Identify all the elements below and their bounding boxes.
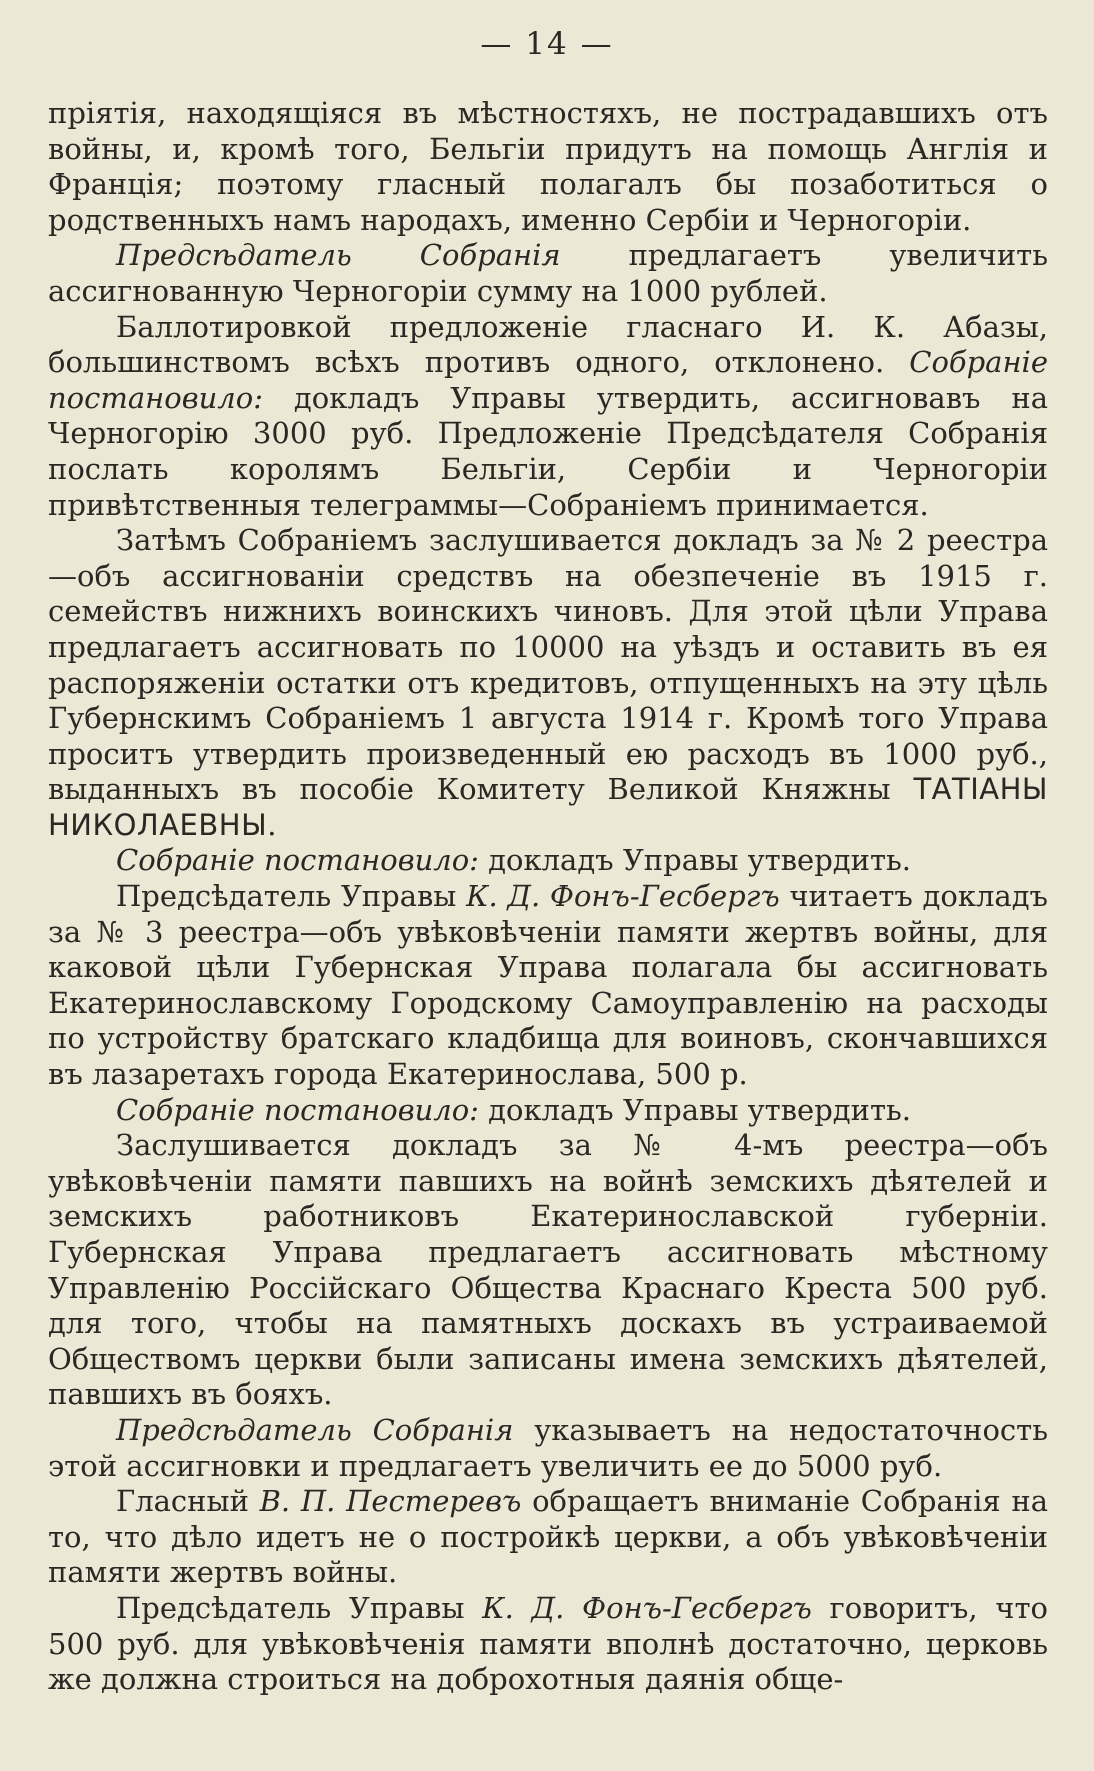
page-number: — 14 — bbox=[480, 26, 614, 62]
paragraph-text: Заслушивается докладъ за № 4-мъ реестра—объ увѣковѣченіи памяти павшихъ на войнѣ земскихъ дѣятелей и земскихъ работниковъ Екатеринославской губерніи. Губернская Управа предлагаетъ ассигновать мѣстному Управленію Россійскаго Общества Краснаго Креста 500 руб. для того, чтобы на памятныхъ доскахъ въ устраиваемой Обществомъ церкви были записаны имена земскихъ дѣятелей, павшихъ въ бояхъ. bbox=[48, 1128, 1048, 1412]
paragraph bbox=[48, 1093, 1048, 1129]
paragraph-text: предлагаетъ увеличить ассигнованную Черногоріи сумму на 1000 рублей. bbox=[48, 238, 1048, 308]
paragraph bbox=[48, 310, 1048, 524]
paragraph bbox=[48, 1128, 1048, 1413]
body-text bbox=[48, 96, 1048, 1698]
paragraph bbox=[48, 523, 1048, 843]
paragraph-text: говоритъ, что 500 руб. для увѣковѣченія памяти вполнѣ достаточно, церковь же должна строиться на доброхотныя даянія обще- bbox=[48, 1590, 1048, 1697]
resolution-label: Собраніе постановило: bbox=[48, 345, 1048, 415]
speaker-name: Предсѣдатель Собранія bbox=[116, 238, 561, 273]
paragraph bbox=[48, 1484, 1048, 1591]
paragraph-text: докладъ Управы утвердить. bbox=[478, 1092, 912, 1127]
paragraph-text: Затѣмъ Собраніемъ заслушивается докладъ за № 2 реестра—объ ассигнованіи средствъ на обезпеченіе въ 1915 г. семействъ нижнихъ воинскихъ чиновъ. Для этой цѣли Управа предлагаетъ ассигновать по 10000 на уѣздъ и оставить въ ея распоряженіи остатки отъ кредитовъ, отпущенныхъ на эту цѣль Губернскимъ Собраніемъ 1 августа 1914 г. Кромѣ того Управа проситъ утвердить произведенный ею расходъ въ 1000 руб., выданныхъ въ пособіе Комитету Великой Княжны bbox=[48, 523, 1048, 807]
paragraph-text: Гласный bbox=[116, 1484, 260, 1519]
paragraph-text: пріятія, находящіяся въ мѣстностяхъ, не пострадавшихъ отъ войны, и, кромѣ того, Бельгіи придутъ на помощь Англія и Франція; поэтому гласный полагалъ бы позаботиться о родственныхъ намъ народахъ, именно Сербіи и Черногоріи. bbox=[48, 96, 1048, 237]
paragraph bbox=[48, 1413, 1048, 1484]
paragraph bbox=[48, 238, 1048, 309]
paragraph-text: докладъ Управы утвердить, ассигновавъ на Черногорію 3000 руб. Предложеніе Предсѣдателя Собранія послать королямъ Бельгіи, Сербіи и Черногоріи привѣтственныя телеграммы—Собраніемъ принимается. bbox=[48, 380, 1048, 522]
resolution-label: Собраніе постановило: bbox=[116, 843, 479, 878]
paragraph-text: обращаетъ вниманіе Собранія на то, что дѣло идетъ не о постройкѣ церкви, а объ увѣковѣченіи памяти жертвъ войны. bbox=[48, 1484, 1048, 1590]
speaker-name: Предсѣдатель Собранія bbox=[116, 1412, 514, 1447]
paragraph bbox=[48, 96, 1048, 238]
speaker-name: В. П. Пестеревъ bbox=[259, 1484, 522, 1519]
paragraph bbox=[48, 843, 1048, 879]
paragraph-text: указываетъ на недостаточность этой ассигновки и предлагаетъ увеличить ее до 5000 руб. bbox=[48, 1412, 1049, 1483]
paragraph-text: читаетъ докладъ за № 3 реестра—объ увѣковѣченіи памяти жертвъ войны, для каковой цѣли Губернская Управа полагала бы ассигновать Екатеринославскому Городскому Самоуправленію на расходы по устройству братскаго кладбища для воиновъ, скончавшихся въ лазаретахъ города Екатеринослава, 500 р. bbox=[48, 879, 1049, 1092]
paragraph-text: Предсѣдатель Управы bbox=[116, 1590, 483, 1625]
paragraph bbox=[48, 879, 1048, 1093]
paragraph-text: . bbox=[267, 807, 277, 842]
paragraph-text: Баллотировкой предложеніе гласнаго И. К. Абазы, большинствомъ всѣхъ противъ одного, отклонено. bbox=[48, 309, 1048, 380]
resolution-label: Собраніе постановило: bbox=[116, 1092, 479, 1127]
paragraph-text: Предсѣдатель Управы bbox=[116, 879, 467, 914]
paragraph bbox=[48, 1591, 1048, 1698]
royal-name: ТАТІАНЫ НИКОЛАЕВНЫ bbox=[48, 772, 1048, 842]
speaker-name: К. Д. Фонъ-Гесбергъ bbox=[482, 1590, 812, 1625]
paragraph-text: докладъ Управы утвердить. bbox=[478, 843, 912, 878]
speaker-name: К. Д. Фонъ-Гесбергъ bbox=[466, 879, 780, 914]
